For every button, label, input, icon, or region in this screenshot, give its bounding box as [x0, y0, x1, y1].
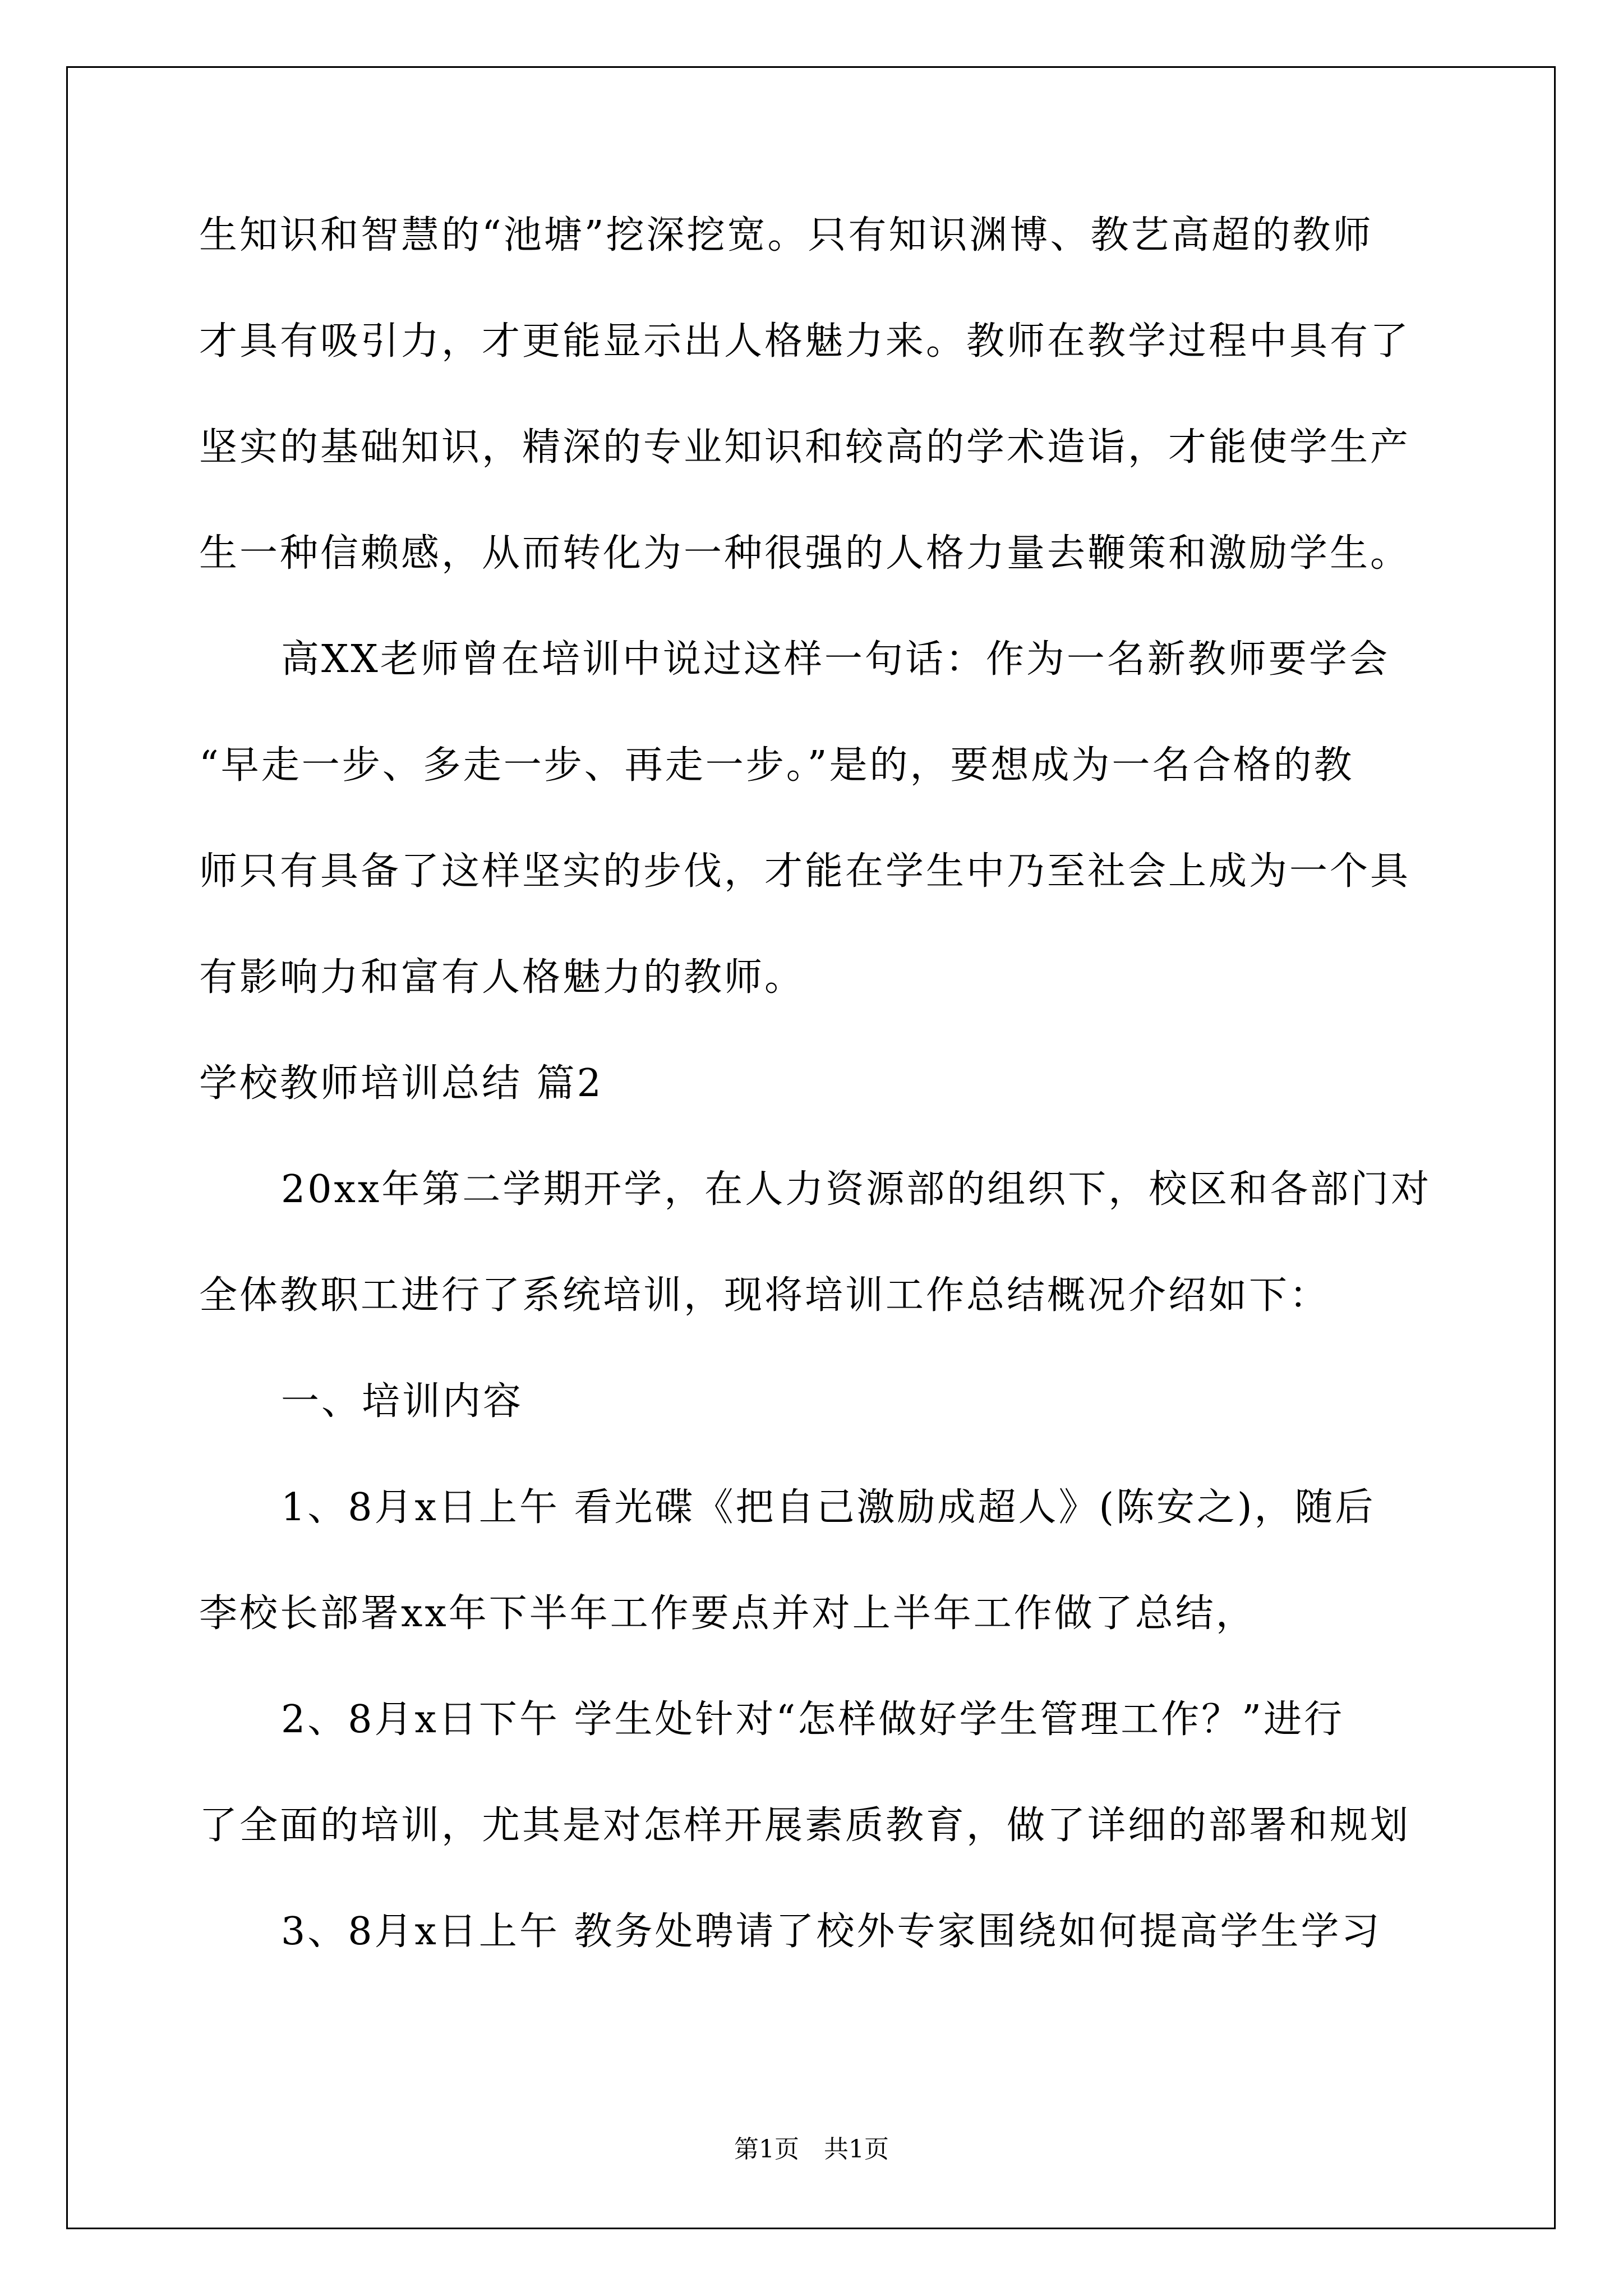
body-line: 生一种信赖感，从而转化为一种很强的人格力量去鞭策和激励学生。 [199, 531, 1411, 576]
body-line: 李校长部署xx年下半年工作要点并对上半年工作做了总结， [199, 1591, 1256, 1636]
body-line: 20xx年第二学期开学，在人力资源部的组织下，校区和各部门对 [281, 1167, 1432, 1212]
body-line: 才具有吸引力，才更能显示出人格魅力来。教师在教学过程中具有了 [199, 319, 1411, 364]
body-line: 1、8月x日上午 看光碟《把自己激励成超人》(陈安之)，随后 [281, 1485, 1376, 1530]
body-line: 师只有具备了这样坚实的步伐，才能在学生中乃至社会上成为一个具 [199, 849, 1411, 894]
body-line: 坚实的基础知识，精深的专业知识和较高的学术造诣，才能使学生产 [199, 425, 1411, 470]
body-line: 全体教职工进行了系统培训，现将培训工作总结概况介绍如下： [199, 1273, 1330, 1318]
page-border [66, 66, 1556, 2229]
body-line: 有影响力和富有人格魅力的教师。 [199, 955, 805, 1000]
body-line: 生知识和智慧的“池塘”挖深挖宽。只有知识渊博、教艺高超的教师 [199, 213, 1373, 257]
section-heading: 学校教师培训总结 篇2 [199, 1061, 603, 1106]
body-line: 高XX老师曾在培训中说过这样一句话：作为一名新教师要学会 [281, 637, 1390, 682]
page-footer: 第1页 共1页 [734, 2135, 889, 2164]
body-line: “早走一步、多走一步、再走一步。”是的，要想成为一名合格的教 [199, 743, 1354, 788]
body-line: 3、8月x日上午 教务处聘请了校外专家围绕如何提高学生学习 [281, 1910, 1382, 1954]
subsection-heading: 一、培训内容 [281, 1379, 524, 1424]
body-line: 2、8月x日下午 学生处针对“怎样做好学生管理工作？”进行 [281, 1697, 1345, 1742]
body-line: 了全面的培训，尤其是对怎样开展素质教育，做了详细的部署和规划 [199, 1803, 1411, 1848]
